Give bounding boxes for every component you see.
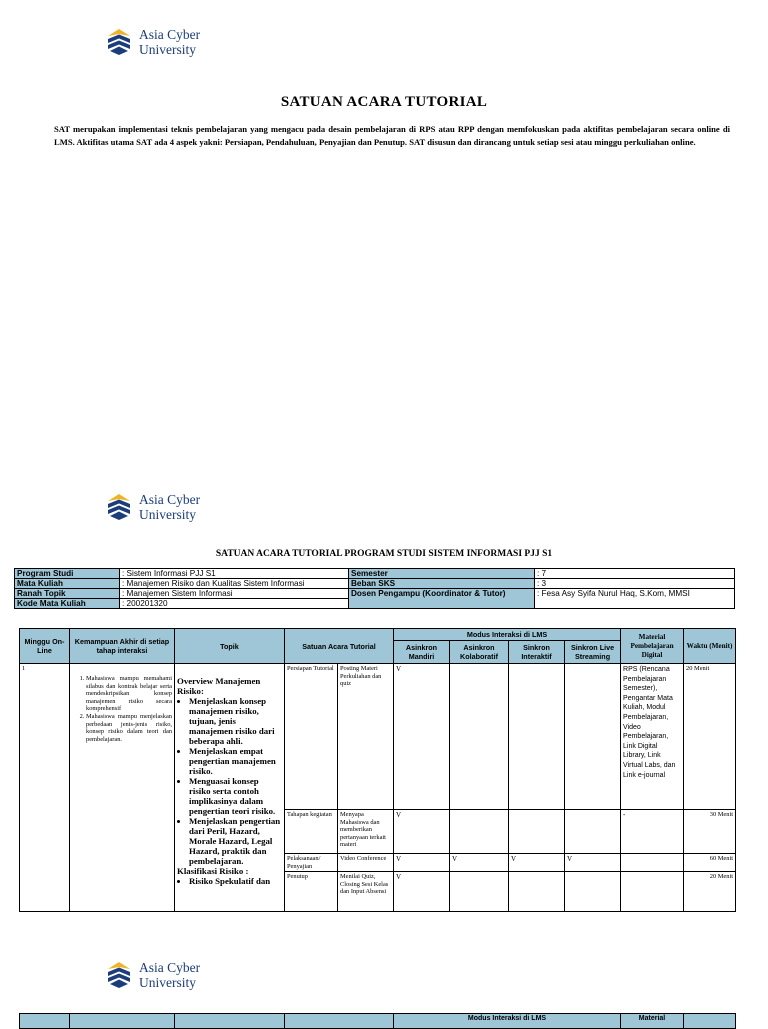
- col-kemampuan: Kemampuan Akhir di setiap tahap interaksi: [70, 629, 175, 664]
- header-row: [20, 1014, 736, 1029]
- info-key: Program Studi: [15, 569, 120, 579]
- tahap-cell: Tahapan kegiatan: [285, 810, 338, 854]
- list-item: 1. Mahasiswa mampu memahami silabus dan kontrak belajar serta mendeskripsikan konsep manajemen risiko secara komprehensif: [86, 675, 172, 713]
- logo-line2: University: [139, 42, 196, 57]
- info-key: Beban SKS: [349, 579, 535, 589]
- mark-cell: [565, 810, 621, 854]
- info-value: : 200201320: [120, 599, 349, 609]
- info-key: Dosen Pengampu (Koordinator & Tutor): [349, 589, 535, 609]
- next-page-table-header: [19, 1013, 736, 1029]
- col-asinkron-mandiri: Asinkron Mandiri: [394, 641, 450, 664]
- mark-cell: V: [450, 854, 509, 872]
- list-item: • Menjelaskan pengertian dari Peril, Hazard, Morale Hazard, Legal Hazard, praktik dan pembelajaran.: [189, 816, 282, 866]
- mark-cell: V: [394, 872, 450, 912]
- logo-line2: University: [139, 507, 196, 522]
- kemampuan-cell: [70, 664, 175, 912]
- waktu-cell: 60 Menit: [684, 854, 736, 872]
- logo-line2: University: [139, 975, 196, 990]
- mark-cell: V: [394, 810, 450, 854]
- mark-cell: V: [565, 854, 621, 872]
- info-value: : Fesa Asy Syifa Nurul Haq, S.Kom, MMSI: [535, 589, 735, 609]
- tahap-cell: Penutup: [285, 872, 338, 912]
- university-logo: [106, 27, 200, 57]
- waktu-cell: 20 Menit: [684, 872, 736, 912]
- mark-cell: V: [509, 854, 565, 872]
- mark-cell: [509, 664, 565, 810]
- tutorial-table: [19, 628, 736, 912]
- kegiatan-cell: Menilai Quiz, Closing Sesi Kelas dan Input Absensi: [338, 872, 394, 912]
- material-cell: [621, 854, 684, 872]
- page-title: SATUAN ACARA TUTORIAL: [280, 94, 488, 110]
- mark-cell: [565, 872, 621, 912]
- logo-line1: Asia Cyber: [139, 492, 201, 507]
- section-title: SATUAN ACARA TUTORIAL PROGRAM STUDI SISTEM INFORMASI PJJ S1: [215, 549, 553, 559]
- material-cell: RPS (Rencana Pembelajaran Semester), Pengantar Mata Kuliah, Modul Pembelajaran, Video Pembelajaran, Link Digital Library, Link Virtual Labs, dan Link e-journal: [621, 664, 684, 810]
- week-number: 1: [20, 664, 70, 912]
- col-waktu: [684, 1014, 736, 1029]
- kegiatan-cell: Video Conference: [338, 854, 394, 872]
- col-material: Material Pembelajaran Digital: [621, 629, 684, 664]
- col-kemampuan: [70, 1014, 175, 1029]
- info-key: Mata Kuliah: [15, 579, 120, 589]
- list-item: • Menjelaskan empat pengertian manajemen risiko.: [189, 746, 282, 776]
- course-info-table: [14, 568, 735, 609]
- tahap-cell: Pelaksanaan/ Penyajian: [285, 854, 338, 872]
- material-cell: -: [621, 810, 684, 854]
- logo-line1: Asia Cyber: [139, 960, 201, 975]
- topik-heading: Klasifikasi Risiko :: [177, 866, 249, 876]
- col-sat: [285, 1014, 394, 1029]
- col-asinkron-kolaboratif: Asinkron Kolaboratif: [450, 641, 509, 664]
- mark-cell: V: [394, 664, 450, 810]
- info-row: [15, 569, 735, 579]
- list-item: 2. Mahasiswa mampu menjelaskan perbedaan jenis-jenis risiko, konsep risiko dalam teori dan pembelajaran.: [86, 713, 172, 743]
- col-sinkron-live: Sinkron Live Streaming: [565, 641, 621, 664]
- logo-line1: Asia Cyber: [139, 27, 201, 42]
- col-waktu: Waktu (Menit): [684, 629, 736, 664]
- mark-cell: [565, 664, 621, 810]
- waktu-cell: 30 Menit: [684, 810, 736, 854]
- shield-logo-icon: [106, 961, 132, 989]
- col-minggu: [20, 1014, 70, 1029]
- col-minggu: Minggu On-Line: [20, 629, 70, 664]
- info-value: : 7: [535, 569, 735, 579]
- tahap-cell: Persiapan Tutorial: [285, 664, 338, 810]
- kegiatan-cell: Posting Materi Perkuliahan dan quiz: [338, 664, 394, 810]
- col-topik: Topik: [175, 629, 285, 664]
- mark-cell: V: [394, 854, 450, 872]
- list-item: • Menguasai konsep risiko serta contoh implikasinya dalam pengertian teori risiko.: [189, 776, 282, 816]
- mark-cell: [450, 872, 509, 912]
- topik-heading: Overview Manajemen Risiko:: [177, 676, 261, 696]
- mark-cell: [450, 810, 509, 854]
- info-key: Semester: [349, 569, 535, 579]
- info-key: Ranah Topik: [15, 589, 120, 599]
- col-sinkron-interaktif: Sinkron Interaktif: [509, 641, 565, 664]
- info-value: : Sistem Informasi PJJ S1: [120, 569, 349, 579]
- shield-logo-icon: [106, 493, 132, 521]
- info-value: : 3: [535, 579, 735, 589]
- waktu-cell: 20 Menit: [684, 664, 736, 810]
- info-value: : Manajemen Sistem Informasi: [120, 589, 349, 599]
- list-item: • Menjelaskan konsep manajemen risiko, tujuan, jenis manajemen risiko dari beberapa ahli.: [189, 696, 282, 746]
- header-row: [20, 629, 736, 641]
- col-topik: [175, 1014, 285, 1029]
- info-row: [15, 579, 735, 589]
- col-modus: Modus Interaksi di LMS: [394, 1014, 621, 1029]
- topik-cell: [175, 664, 285, 912]
- university-logo: [106, 492, 200, 522]
- col-material: Material: [621, 1014, 684, 1029]
- shield-logo-icon: [106, 28, 132, 56]
- intro-paragraph: SAT merupakan implementasi teknis pembelajaran yang mengacu pada desain pembelajaran di RPS atau RPP dengan memfokuskan pada aktifitas pembelajaran secara online di LMS. Aktifitas utama SAT ada 4 aspek yakni: Persiapan, Pendahuluan, Penyajian dan Penutup. SAT disusun dan dirancang untuk setiap sesi atau minggu perkuliahan online.: [54, 124, 730, 147]
- table-row: [20, 664, 736, 810]
- col-sat: Satuan Acara Tutorial: [285, 629, 394, 664]
- list-item: • Risiko Spekulatif dan: [189, 876, 282, 886]
- info-key: Kode Mata Kuliah: [15, 599, 120, 609]
- university-logo: [106, 960, 200, 990]
- mark-cell: [450, 664, 509, 810]
- material-cell: [621, 872, 684, 912]
- info-row: [15, 589, 735, 599]
- mark-cell: [509, 872, 565, 912]
- info-value: : Manajemen Risiko dan Kualitas Sistem Informasi: [120, 579, 349, 589]
- col-modus: Modus Interaksi di LMS: [394, 629, 621, 641]
- kegiatan-cell: Menyapa Mahasiswa dan memberikan pertanyaan terkait materi: [338, 810, 394, 854]
- mark-cell: [509, 810, 565, 854]
